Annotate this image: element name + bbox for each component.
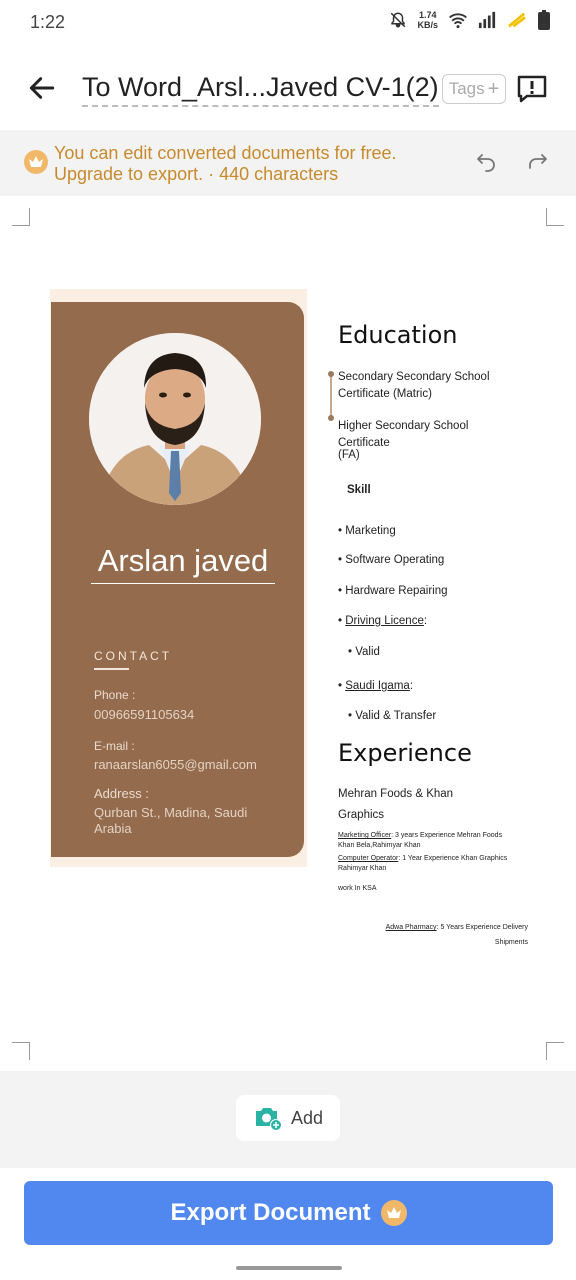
banner-line-2: Upgrade to export. · 440 characters — [54, 164, 339, 184]
export-document-button[interactable] — [24, 1181, 553, 1245]
undo-button[interactable] — [474, 150, 498, 174]
feedback-icon — [516, 74, 548, 104]
crown-icon — [381, 1200, 407, 1226]
back-button[interactable] — [26, 72, 58, 104]
status-time: 1:22 — [30, 12, 66, 32]
skill-driving-licence: Driving Licence — [345, 615, 424, 627]
education-title: Education — [338, 321, 458, 349]
home-indicator[interactable] — [236, 1266, 342, 1270]
contact-heading: CONTACT — [94, 649, 173, 663]
exp-detail: : 5 Years Experience Delivery Shipments — [436, 924, 528, 946]
redo-icon — [526, 150, 550, 174]
cv-name: Arslan javed — [91, 543, 275, 584]
contact-rule — [94, 668, 129, 670]
add-label: Add — [290, 1107, 324, 1128]
upgrade-banner[interactable] — [0, 130, 576, 196]
email-label: E-mail : — [94, 739, 135, 753]
skill-saudi-igama: Saudi Igama — [345, 680, 410, 692]
experience-item-1 — [338, 831, 514, 851]
plus-icon: + — [487, 77, 500, 100]
arrow-left-icon — [26, 72, 58, 104]
crop-corner-top-left — [12, 208, 30, 226]
document-title[interactable]: To Word_Arsl...Javed CV-1(2) — [82, 72, 439, 107]
wifi-icon — [448, 11, 468, 29]
undo-icon — [474, 150, 498, 174]
net-speed-unit: KB/s — [417, 20, 438, 30]
experience-note: work In KSA — [338, 885, 377, 892]
skill-item: • Hardware Repairing — [338, 585, 448, 597]
exp-role: Marketing Officer — [338, 832, 392, 839]
text-cursor-handle[interactable] — [330, 374, 332, 418]
exp-detail: : 3 years Experience — [391, 832, 457, 839]
skill-sub-item: • Valid — [348, 646, 380, 658]
skill-sub-item: • Valid & Transfer — [348, 710, 437, 722]
exp-detail: : 1 Year Experience — [398, 855, 461, 862]
crop-corner-bottom-left — [12, 1042, 30, 1060]
skill-item: • Software Operating — [338, 554, 445, 566]
address-label: Address : — [94, 786, 149, 801]
cv-profile-card — [51, 302, 304, 857]
add-photo-icon — [253, 1105, 283, 1131]
skill-item — [338, 678, 518, 695]
address-value: Qurban St., Madina, Saudi Arabia — [94, 805, 248, 836]
profile-photo — [89, 333, 261, 505]
email-value: ranaarslan6055@gmail.com — [94, 757, 257, 772]
exp-company: Mehran Foods Khan Bela,Rahimyar Khan — [338, 832, 503, 849]
colon: : — [409, 680, 414, 692]
bullet: • — [338, 680, 346, 692]
banner-line-1: You can edit converted documents for free. — [54, 143, 397, 163]
bell-off-icon — [389, 11, 407, 29]
crop-corner-bottom-right — [546, 1042, 564, 1060]
skill-item — [338, 613, 518, 630]
skill-item: • Marketing — [338, 525, 396, 537]
cursor-dot-top[interactable] — [328, 371, 334, 377]
tags-label: Tags — [448, 79, 485, 98]
exp-role: Computer Operator — [338, 855, 399, 862]
export-label: Export Document — [170, 1199, 371, 1226]
status-icons — [389, 10, 550, 30]
experience-title: Experience — [338, 739, 472, 767]
tags-button[interactable] — [442, 74, 506, 104]
bottom-panel — [0, 1071, 576, 1168]
education-item-1: Secondary Secondary School Certificate (Matric) — [338, 371, 490, 400]
bullet: • — [338, 615, 346, 627]
experience-item-2 — [338, 854, 514, 874]
net-speed — [417, 10, 438, 30]
battery-icon — [538, 10, 550, 30]
cursor-dot-bottom[interactable] — [328, 415, 334, 421]
phone-label: Phone : — [94, 688, 136, 702]
feedback-button[interactable] — [516, 74, 548, 104]
status-bar — [0, 0, 576, 48]
education-item-2: Higher Secondary School Certificate — [338, 420, 469, 449]
education-item-3: (FA) — [338, 449, 360, 461]
crop-corner-top-right — [546, 208, 564, 226]
exp-role: Adwa Pharmacy — [385, 924, 437, 931]
document-page[interactable] — [0, 196, 576, 1071]
add-page-button[interactable] — [236, 1095, 340, 1141]
colon: : — [423, 615, 428, 627]
phone-value: 00966591105634 — [94, 707, 195, 722]
top-app-bar — [0, 60, 576, 120]
redo-button[interactable] — [526, 150, 550, 174]
exp-company: Khan Graphics Rahimyar Khan — [338, 855, 508, 872]
signal-icon — [478, 11, 496, 29]
experience-company: Mehran Foods & Khan Graphics — [338, 788, 454, 821]
experience-item-3 — [362, 920, 528, 950]
net-speed-value: 1.74 — [418, 10, 437, 20]
banner-text — [54, 143, 397, 185]
battery-saver-icon — [506, 11, 528, 29]
crown-icon — [24, 150, 48, 174]
skill-title: Skill — [347, 484, 371, 496]
